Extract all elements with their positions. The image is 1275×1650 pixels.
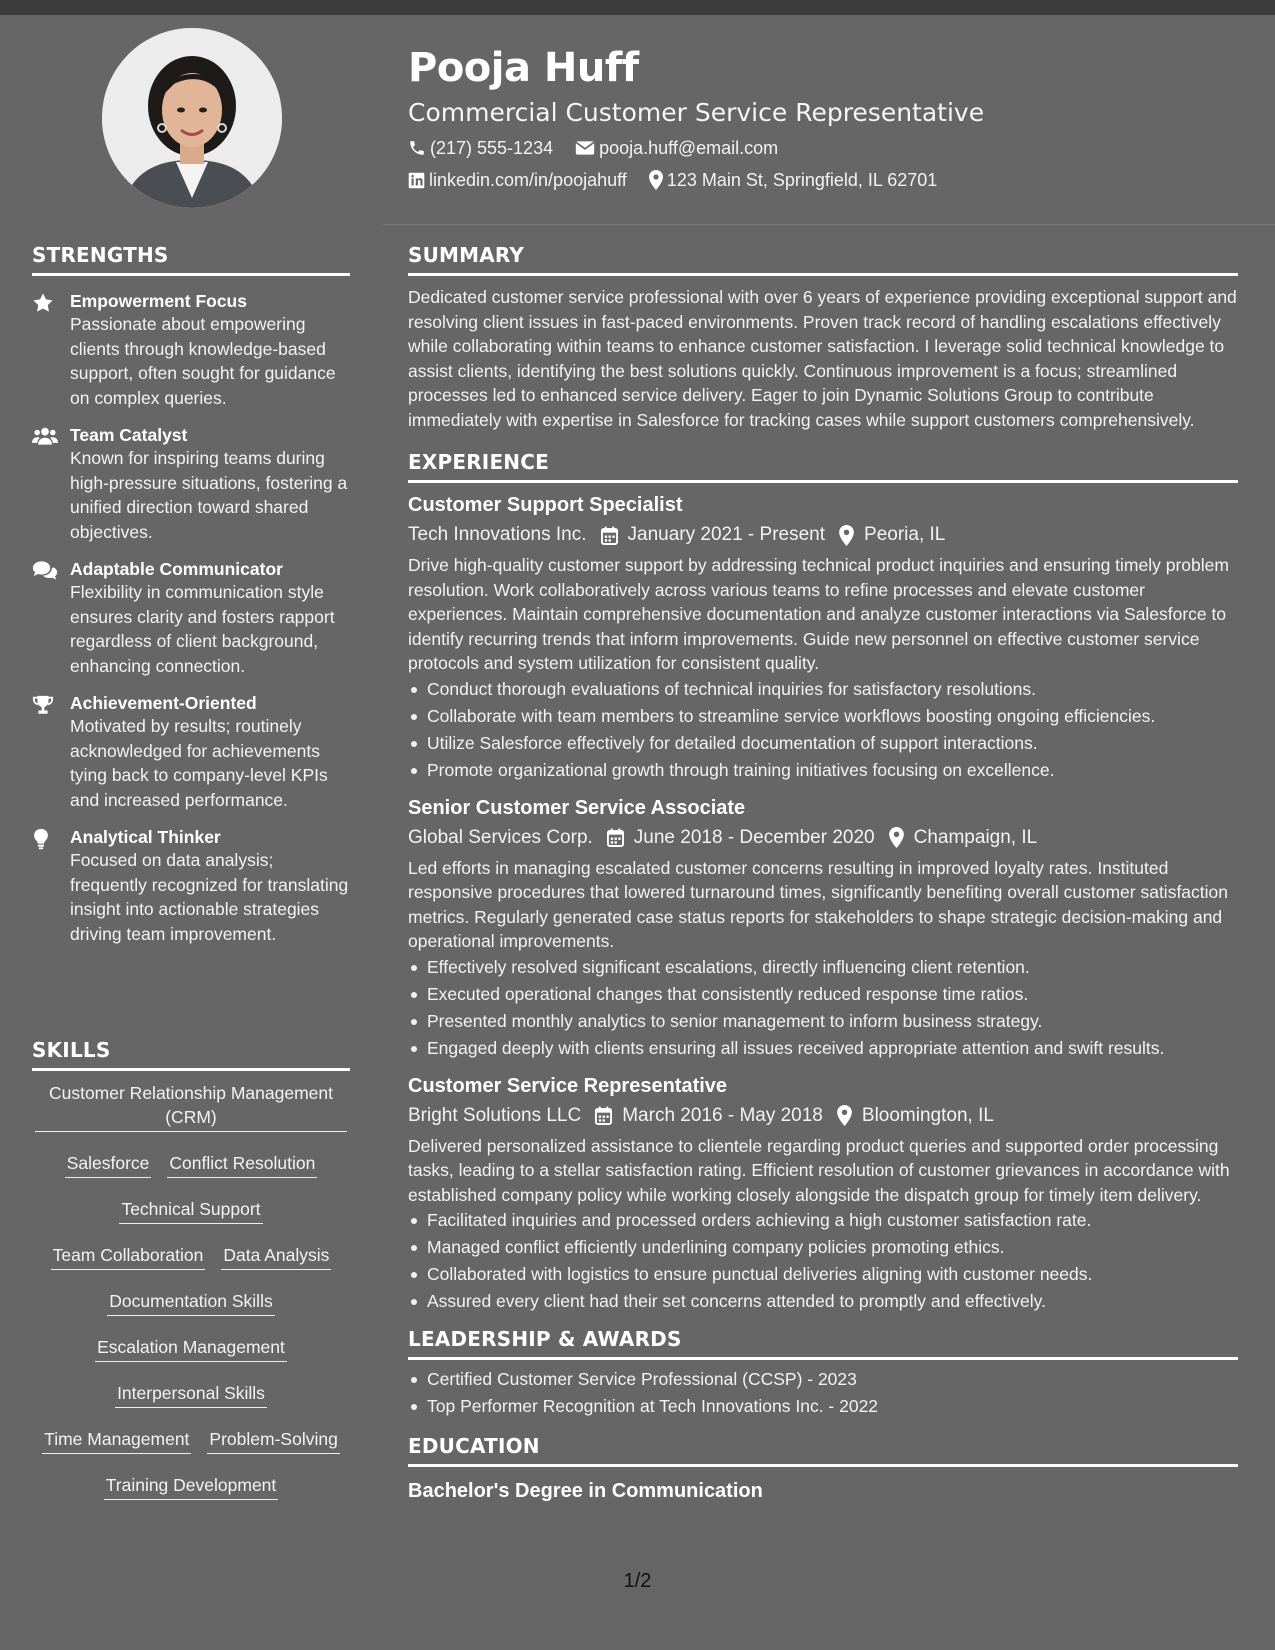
job-bullets [408, 676, 1238, 784]
skill-tag: Conflict Resolution [167, 1151, 317, 1178]
phone-text: (217) 555-1234 [430, 138, 554, 158]
calendar-icon [601, 526, 618, 545]
job-description: Drive high-quality customer support by addressing technical product inquiries and ensuring timely problem resolution. Work collaboratively across various teams to refine processes and elevate customer experiences. Maintain comprehensive documentation and analyze customer interactions via Salesforce to identify recurring trends that inform improvements. Guide new personnel on effective customer service protocols and system utilization for consistent quality. [408, 555, 1229, 673]
job-dates-wrap [607, 823, 875, 853]
skills-section [32, 1038, 350, 1514]
job-dates-wrap [601, 520, 826, 550]
leadership-title: LEADERSHIP & AWARDS [408, 1327, 1238, 1360]
strength-name: Achievement-Oriented [70, 693, 257, 713]
strength-name: Analytical Thinker [70, 827, 221, 847]
job-bullet: Executed operational changes that consistently reduced response time ratios. [408, 981, 1238, 1008]
job-bullet: Managed conflict efficiently underlining company policies promoting ethics. [408, 1234, 1238, 1261]
contact-line-1 [408, 132, 1238, 164]
comments-icon [32, 560, 58, 580]
header-divider [383, 224, 1275, 225]
job-bullet: Collaborated with logistics to ensure punctual deliveries aligning with customer needs. [408, 1261, 1238, 1288]
strength-desc: Flexibility in communication style ensures clarity and fosters rapport regardless of client background, enhancing connection. [70, 582, 335, 676]
candidate-role: Commercial Customer Service Representative [408, 98, 985, 127]
experience-title: EXPERIENCE [408, 450, 1238, 483]
main-content [408, 243, 1238, 1523]
job-company: Global Services Corp. [408, 826, 593, 848]
job-bullet: Assured every client had their set concerns attended to promptly and effectively. [408, 1288, 1238, 1315]
job-dates-wrap [595, 1101, 823, 1131]
strength-name: Adaptable Communicator [70, 559, 283, 579]
strength-item [32, 826, 350, 946]
job-description: Delivered personalized assistance to clientele regarding product queries and supported order processing tasks, leading to a stellar satisfaction rating. Efficient resolution of customer grievances in accordance with established company policy while working closely alongside the dispatch group for timely item delivery. [408, 1135, 1230, 1205]
skill-tag: Interpersonal Skills [115, 1381, 267, 1408]
education-title: EDUCATION [408, 1434, 1238, 1467]
job-meta [408, 520, 1238, 550]
candidate-name: Pooja Huff [408, 45, 639, 91]
education-degree: Bachelor's Degree in Communication [408, 1480, 763, 1502]
job-location: Bloomington, IL [861, 1104, 994, 1126]
skill-tag: Problem-Solving [207, 1427, 339, 1454]
job-bullet: Conduct thorough evaluations of technical inquiries for satisfactory resolutions. [408, 676, 1238, 703]
job-meta [408, 1101, 1238, 1131]
job-location-wrap [839, 520, 945, 550]
email-text: pooja.huff@email.com [599, 138, 779, 158]
strength-item [32, 692, 350, 812]
education-section [408, 1434, 1238, 1505]
job-meta [408, 823, 1238, 853]
skill-tag: Training Development [104, 1473, 279, 1500]
job-bullet: Promote organizational growth through training initiatives focusing on excellence. [408, 757, 1238, 784]
resume-header [408, 40, 1238, 196]
phone-contact[interactable] [408, 132, 553, 164]
strengths-title: STRENGTHS [32, 243, 350, 276]
skills-title: SKILLS [32, 1038, 350, 1071]
calendar-icon [595, 1106, 612, 1125]
strength-item [32, 424, 350, 544]
job-entry [408, 491, 1238, 784]
job-dates: June 2018 - December 2020 [633, 826, 875, 848]
strength-desc: Known for inspiring teams during high-pressure situations, fostering a unified direction toward shared objectives. [70, 448, 348, 542]
envelope-icon [575, 140, 595, 156]
job-location-wrap [837, 1101, 994, 1131]
job-bullets [408, 954, 1238, 1062]
job-title: Customer Service Representative [408, 1074, 728, 1097]
contact-line-2 [408, 164, 1238, 196]
skill-tag: Team Collaboration [51, 1243, 206, 1270]
users-icon [32, 426, 58, 446]
email-contact[interactable] [575, 132, 778, 164]
leadership-section [408, 1327, 1238, 1420]
phone-icon [408, 139, 426, 157]
award-list [408, 1366, 1238, 1420]
job-description: Led efforts in managing escalated customer concerns resulting in improved loyalty rates. Instituted responsive procedures that lowered turnaround times, significantly benefiting overall customer satisfaction metrics. Regularly generated case status reports for stakeholders to shape strategic decision-making and operational improvements. [408, 857, 1229, 951]
summary-text: Dedicated customer service professional with over 6 years of experience providing exceptional support and resolving client issues in fast-paced environments. Proven track record of handling escalations effectively while collaborating within teams to enhance customer satisfaction. I leverage solid technical knowledge to assist clients, identifying the best solutions quickly. Continuous improvement is a focus; streamlined processes led to enhanced service delivery. Eager to join Dynamic Solutions Group to contribute immediately with expertise in Salesforce for tracking cases while support customers comprehensively. [408, 287, 1237, 430]
experience-section [408, 450, 1238, 1315]
skill-tag: Customer Relationship Management (CRM) [35, 1081, 347, 1132]
job-location: Peoria, IL [864, 524, 946, 545]
linkedin-contact[interactable] [408, 164, 627, 196]
job-bullet: Collaborate with team members to streamline service workflows boosting ongoing efficiencies. [408, 703, 1238, 730]
summary-section [408, 243, 1238, 432]
skills-list [32, 1081, 350, 1514]
job-bullet: Engaged deeply with clients ensuring all issues received appropriate attention and swift results. [408, 1035, 1238, 1062]
strengths-section [32, 243, 350, 946]
lightbulb-icon [32, 828, 50, 850]
job-title: Senior Customer Service Associate [408, 796, 746, 819]
page-number: 1/2 [623, 1570, 652, 1592]
job-bullet: Utilize Salesforce effectively for detailed documentation of support interactions. [408, 730, 1238, 757]
skill-tag: Salesforce [65, 1151, 152, 1178]
profile-photo [102, 28, 282, 208]
linkedin-text: linkedin.com/in/poojahuff [429, 170, 627, 190]
map-marker-icon [839, 525, 854, 546]
map-marker-icon [837, 1105, 852, 1126]
skill-tag: Documentation Skills [107, 1289, 274, 1316]
strength-desc: Focused on data analysis; frequently recognized for translating insight into actionable strategies driving team improvement. [70, 850, 349, 944]
job-entry [408, 794, 1238, 1062]
job-bullet: Facilitated inquiries and processed orders achieving a high customer satisfaction rate. [408, 1207, 1238, 1234]
job-dates: March 2016 - May 2018 [622, 1104, 823, 1126]
job-location: Champaign, IL [913, 826, 1038, 848]
job-company: Bright Solutions LLC [408, 1104, 582, 1126]
skill-tag: Time Management [42, 1427, 191, 1454]
job-bullet: Effectively resolved significant escalations, directly influencing client retention. [408, 954, 1238, 981]
strength-name: Team Catalyst [70, 425, 188, 445]
summary-title: SUMMARY [408, 243, 1238, 276]
skill-tag: Escalation Management [95, 1335, 287, 1362]
award-item: Certified Customer Service Professional (CCSP) - 2023 [408, 1366, 1238, 1393]
address-text: 123 Main St, Springfield, IL 62701 [666, 170, 938, 190]
address-contact [649, 164, 938, 196]
map-marker-icon [889, 827, 904, 848]
strength-name: Empowerment Focus [70, 291, 247, 311]
job-company: Tech Innovations Inc. [408, 524, 587, 545]
top-bar [0, 0, 1275, 15]
job-title: Customer Support Specialist [408, 494, 683, 516]
calendar-icon [607, 828, 624, 847]
job-dates: January 2021 - Present [627, 524, 826, 545]
job-location-wrap [889, 823, 1038, 853]
strength-item [32, 290, 350, 410]
strength-item [32, 558, 350, 678]
skill-tag: Data Analysis [221, 1243, 331, 1270]
linkedin-icon [408, 172, 425, 189]
star-icon [32, 292, 54, 314]
map-marker-icon [649, 170, 663, 190]
trophy-icon [32, 694, 54, 716]
strength-desc: Motivated by results; routinely acknowledged for achievements tying back to company-level KPIs and increased performance. [70, 716, 328, 810]
award-item: Top Performer Recognition at Tech Innovations Inc. - 2022 [408, 1393, 1238, 1420]
job-entry [408, 1072, 1238, 1316]
strength-desc: Passionate about empowering clients through knowledge-based support, often sought for guidance on complex queries. [70, 314, 336, 408]
job-bullet: Presented monthly analytics to senior management to inform business strategy. [408, 1008, 1238, 1035]
job-bullets [408, 1207, 1238, 1315]
skill-tag: Technical Support [119, 1197, 262, 1224]
